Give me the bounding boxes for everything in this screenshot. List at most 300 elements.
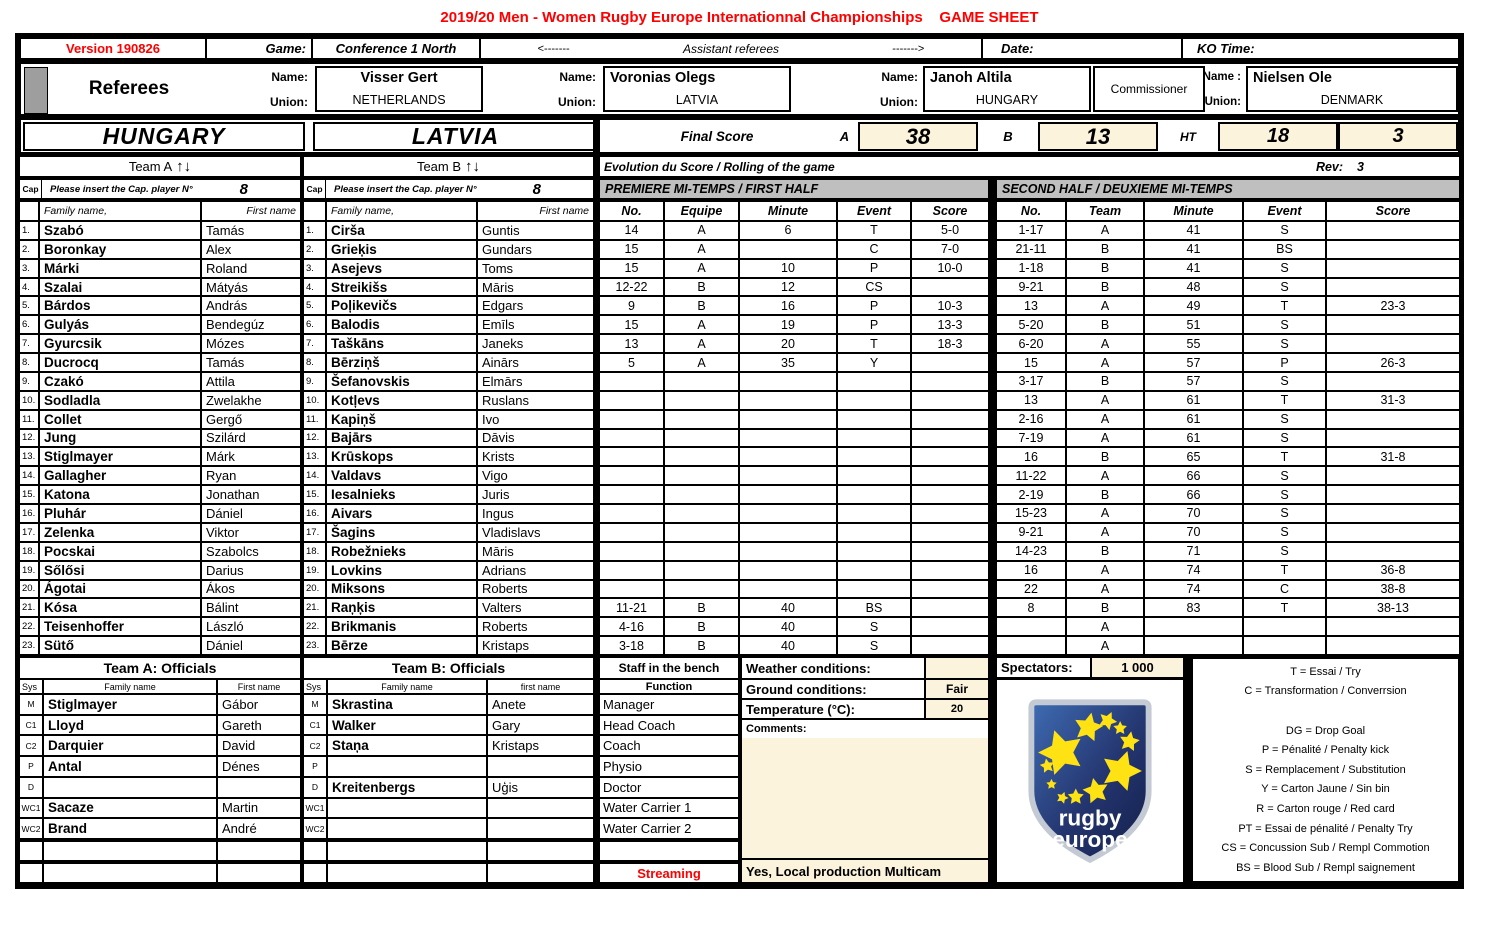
spectators-value: 1 000 [1090,658,1183,677]
player-number: 2. [304,241,325,258]
event-type: S [1244,279,1325,296]
weather-row [742,658,988,680]
event-player-no: 13 [997,297,1065,314]
page-title: 2019/20 Men - Women Rugby Europe Internationnal Championships GAME SHEET [440,8,1039,26]
player-family-name: Collet [40,411,200,428]
official-sys: P [20,757,42,776]
cap-text: Please insert the Cap. player N° [334,183,477,195]
player-family-name: Bárdos [40,297,200,314]
cap-b-value: 8 [532,180,541,198]
event-team: A [1067,524,1143,541]
event-type: CS [838,279,910,296]
col-event: Event [1244,202,1325,220]
event-player-no [600,430,663,447]
comments-label: Comments: [746,723,807,735]
event-player-no: 15 [997,354,1065,371]
player-number: 17. [304,524,325,541]
event-team: A [1067,467,1143,484]
legend-line: CS = Concussion Sub / Rempl Commotion [1221,842,1430,855]
function-name: Doctor [600,778,738,797]
player-family-name: Gallagher [40,467,200,484]
bottom-border [18,884,1461,889]
official-first-name [488,819,593,838]
player-first-name: László [202,618,300,635]
event-player-no [600,392,663,409]
event-type: S [1244,411,1325,428]
temperature-label: Temperature (°C): [746,701,855,717]
event-score: 36-8 [1327,562,1459,579]
event-minute: 74 [1145,562,1242,579]
official-sys: C2 [20,736,42,755]
assistant-referee-2-name: Janoh Altila [930,70,1012,87]
player-number: 22. [304,618,325,635]
empty-cell [20,864,42,882]
player-family-name: Sodladla [40,392,200,409]
player-number: 3. [20,260,38,277]
player-first-name: Juris [478,486,593,503]
spectators-block [995,656,1185,884]
player-number: 10. [20,392,38,409]
event-score: 7-0 [912,241,988,258]
player-first-name: Ruslans [478,392,593,409]
col-equipe: Equipe [665,202,738,220]
event-score: 38-8 [1327,581,1459,598]
event-type: P [838,316,910,333]
event-team [665,505,738,522]
player-number: 19. [304,562,325,579]
player-family-name: Szalai [40,279,200,296]
score-b-label: B [1003,129,1013,144]
official-sys: C1 [304,716,326,735]
event-score [912,599,988,616]
player-first-name: Tamás [202,354,300,371]
cap-label: Cap [304,180,326,198]
official-family-name: Staņa [328,736,486,755]
event-score [1327,524,1459,541]
legend-line: BS = Blood Sub / Rempl saignement [1236,861,1415,874]
player-family-name: Kósa [40,599,200,616]
event-score [1327,637,1459,654]
legend-line: T = Essai / Try [1290,665,1361,678]
team-a-officials-header: Team A: Officials [20,658,300,678]
player-number: 17. [20,524,38,541]
event-score [912,543,988,560]
ht-score-a: 18 [1218,122,1338,151]
player-number: 19. [20,562,38,579]
player-number: 15. [304,486,325,503]
player-number: 4. [304,279,325,296]
official-sys: D [20,778,42,797]
player-first-name: Ingus [478,505,593,522]
player-family-name: Ágotai [40,581,200,598]
event-player-no: 15 [600,241,663,258]
first-header: First name [218,680,300,693]
team-a-header [18,155,302,178]
official-family-name: Sacaze [44,799,216,818]
player-number: 3. [304,260,325,277]
event-player-no: 9 [600,297,663,314]
sort-arrows-icon: ↑↓ [465,158,481,175]
arrow-right: -------> [892,42,925,55]
event-score [912,430,988,447]
player-family-name: Czakó [40,373,200,390]
event-team: A [1067,392,1143,409]
event-team: A [1067,637,1143,654]
temperature-row [742,700,988,720]
event-player-no: 22 [997,581,1065,598]
player-number: 13. [20,448,38,465]
player-number: 15. [20,486,38,503]
event-player-no: 14-23 [997,543,1065,560]
player-family-name: Miksons [327,581,476,598]
weather-label: Weather conditions: [746,660,871,676]
player-first-name: Zwelakhe [202,392,300,409]
referee-union: NETHERLANDS [352,92,446,107]
spectators-row [997,658,1183,680]
empty-cell [488,864,593,882]
player-number: 10. [304,392,325,409]
player-family-name: Raņķis [327,599,476,616]
player-first-name: Tamás [202,222,300,239]
cap-band [18,178,1461,200]
player-number: 2. [20,241,38,258]
empty-cell [218,842,300,860]
player-number: 11. [304,411,325,428]
commissioner-box [1246,66,1458,112]
cap-a-value: 8 [239,180,248,198]
col-event: Event [838,202,910,220]
event-team: A [665,316,738,333]
player-family-name: Márki [40,260,200,277]
event-player-no: 14 [600,222,663,239]
name-label: Name: [559,69,596,84]
player-number: 18. [20,543,38,560]
event-type: S [1244,222,1325,239]
legend-line: PT = Essai de pénalité / Penalty Try [1238,822,1413,835]
player-first-name: Ákos [202,581,300,598]
official-family-name: Brand [44,819,216,838]
player-first-name: Dániel [202,505,300,522]
event-minute: 40 [740,637,836,654]
player-family-name: Aivars [327,505,476,522]
second-half-events-table [995,200,1461,656]
team-headers-band [18,155,1461,178]
assistant-referee-2-box [923,66,1091,112]
empty-cell [488,842,593,860]
player-first-name: Gundars [478,241,593,258]
event-minute: 57 [1145,354,1242,371]
referee-name: Visser Gert [360,70,438,87]
event-player-no [997,637,1065,654]
event-minute: 12 [740,279,836,296]
player-family-name: Ducrocq [40,354,200,371]
team-a-players-table [18,200,302,656]
player-number: 16. [20,505,38,522]
logo-text-line2: europe [1052,827,1128,853]
event-player-no: 5-20 [997,316,1065,333]
team-b-players-table [302,200,595,656]
event-team [665,562,738,579]
event-minute: 6 [740,222,836,239]
staff-header: Staff in the bench [600,658,738,678]
event-minute [740,505,836,522]
divider [988,178,995,884]
official-first-name: Dénes [218,757,300,776]
official-family-name: Stiglmayer [44,695,216,714]
corner-cell [20,202,38,220]
event-player-no: 1-18 [997,260,1065,277]
revision [1316,160,1364,174]
event-type: S [1244,543,1325,560]
player-number: 1. [304,222,325,239]
player-number: 9. [304,373,325,390]
player-family-name: Bērze [327,637,476,654]
event-player-no: 16 [997,448,1065,465]
sys-header: Sys [20,680,42,693]
event-team: B [1067,279,1143,296]
event-type [838,373,910,390]
event-player-no [600,373,663,390]
player-number: 5. [20,297,38,314]
event-team: B [1067,316,1143,333]
event-player-no: 15 [600,316,663,333]
player-first-name: Szilárd [202,430,300,447]
ko-time-label: KO Time: [1183,39,1458,58]
player-family-name: Zelenka [40,524,200,541]
team-b-header [302,155,595,178]
player-family-name: Iesalnieks [327,486,476,503]
player-family-name: Pluhár [40,505,200,522]
event-player-no: 2-19 [997,486,1065,503]
empty-row-staff [598,840,740,862]
event-team: A [1067,581,1143,598]
event-player-no: 5 [600,354,663,371]
event-minute: 83 [1145,599,1242,616]
legend-line [1193,701,1458,721]
official-first-name: Martin [218,799,300,818]
event-type [838,505,910,522]
player-first-name: Gergő [202,411,300,428]
event-minute [740,524,836,541]
event-player-no [600,524,663,541]
col-score: Score [912,202,988,220]
event-player-no: 21-11 [997,241,1065,258]
player-number: 23. [304,637,325,654]
col-minute: Minute [740,202,836,220]
event-score: 18-3 [912,335,988,352]
event-minute [740,543,836,560]
final-score-b: 13 [1038,122,1158,151]
event-minute: 71 [1145,543,1242,560]
event-minute [740,581,836,598]
event-team: A [1067,430,1143,447]
event-player-no [600,467,663,484]
event-type: T [838,335,910,352]
event-type [838,543,910,560]
assistant-referees-label: Assistant referees [682,41,780,56]
ht-score-b: 3 [1338,122,1458,151]
event-type: BS [1244,241,1325,258]
official-sys: M [304,695,326,714]
official-first-name: David [218,736,300,755]
event-player-no: 7-19 [997,430,1065,447]
event-minute [740,373,836,390]
event-type: T [1244,297,1325,314]
event-type: T [838,222,910,239]
official-first-name [218,778,300,797]
event-minute: 41 [1145,260,1242,277]
player-number: 6. [20,316,38,333]
official-sys: WC1 [20,799,42,818]
event-type: C [838,241,910,258]
event-team: A [665,241,738,258]
event-team: A [1067,297,1143,314]
event-type: S [1244,260,1325,277]
cap-text: Please insert the Cap. player N° [50,183,193,195]
rev-label: Rev: [1315,159,1344,174]
event-minute: 16 [740,297,836,314]
event-type: T [1244,562,1325,579]
event-type: Y [838,354,910,371]
gray-box [24,67,48,114]
event-score [1327,279,1459,296]
function-name: Physio [600,757,738,776]
event-score [912,448,988,465]
event-player-no: 9-21 [997,524,1065,541]
team-a-header-label: Team A [128,159,173,174]
event-type [838,486,910,503]
col-no: No. [997,202,1065,220]
event-type: T [1244,599,1325,616]
col-no: No. [600,202,663,220]
official-family-name: Skrastina [328,695,486,714]
event-type [838,392,910,409]
event-minute: 35 [740,354,836,371]
comments-area [742,738,988,858]
team-b-officials-header: Team B: Officials [304,658,593,678]
event-score [912,637,988,654]
event-player-no: 15 [600,260,663,277]
function-name: Water Carrier 2 [600,819,738,838]
player-family-name: Gulyás [40,316,200,333]
event-team [665,543,738,560]
player-number: 21. [304,599,325,616]
player-number: 4. [20,279,38,296]
team-b-name: LATVIA [313,122,598,151]
event-team: B [1067,599,1143,616]
event-type: S [1244,373,1325,390]
name-label: Name: [881,69,918,84]
official-family-name [328,819,486,838]
event-minute: 40 [740,599,836,616]
event-player-no [600,486,663,503]
player-first-name: Janeks [478,335,593,352]
second-half-title: SECOND HALF / DEUXIEME MI-TEMPS [995,178,1461,200]
weather-value [924,658,988,678]
event-team [665,581,738,598]
event-score [1327,505,1459,522]
event-score: 10-3 [912,297,988,314]
event-minute: 20 [740,335,836,352]
player-number: 11. [20,411,38,428]
player-number: 21. [20,599,38,616]
player-first-name: Edgars [478,297,593,314]
event-minute: 70 [1145,524,1242,541]
player-family-name: Kapiņš [327,411,476,428]
player-family-name: Balodis [327,316,476,333]
empty-cell [218,864,300,882]
col-minute: Minute [1145,202,1242,220]
event-player-no: 12-22 [600,279,663,296]
ground-label: Ground conditions: [746,681,867,697]
streaming-row-a [18,862,302,884]
player-first-name: Vladislavs [478,524,593,541]
empty-row-a [18,840,302,862]
player-family-name: Sőlősi [40,562,200,579]
official-family-name: Antal [44,757,216,776]
player-family-name: Szabó [40,222,200,239]
event-type: BS [838,599,910,616]
player-number: 6. [304,316,325,333]
official-first-name: Gareth [218,716,300,735]
official-sys: D [304,778,326,797]
player-number: 8. [20,354,38,371]
event-team: A [1067,618,1143,635]
event-team: B [1067,543,1143,560]
evolution-label: Evolution du Score / Rolling of the game [604,159,835,174]
event-player-no: 4-16 [600,618,663,635]
player-first-name: Dāvis [478,430,593,447]
event-score [1327,373,1459,390]
player-first-name: Guntis [478,222,593,239]
event-type: S [838,637,910,654]
union-label: Union: [880,94,918,109]
legend-block [1190,656,1461,884]
player-family-name: Šagins [327,524,476,541]
event-player-no [600,581,663,598]
event-type [838,562,910,579]
event-team: A [665,260,738,277]
ar1-name-union-labels [485,64,599,114]
referees-band [18,61,1461,117]
event-player-no: 3-17 [997,373,1065,390]
event-minute [740,411,836,428]
player-number: 22. [20,618,38,635]
cap-label: Cap [20,180,42,198]
official-first-name: Gábor [218,695,300,714]
streaming-value: Yes, Local production Multicam [742,858,988,882]
event-type: C [1244,581,1325,598]
player-family-name: Katona [40,486,200,503]
event-score: 31-8 [1327,448,1459,465]
player-first-name: Roland [202,260,300,277]
event-minute: 61 [1145,411,1242,428]
event-score [1327,335,1459,352]
player-family-name: Pocskai [40,543,200,560]
event-score [912,505,988,522]
corner-cell [304,202,325,220]
official-family-name [328,757,486,776]
event-minute [740,392,836,409]
event-minute [740,448,836,465]
player-number: 1. [20,222,38,239]
streaming-label: Streaming [600,864,738,882]
event-player-no: 11-21 [600,599,663,616]
event-team: B [1067,486,1143,503]
first-name-header: First name [478,202,593,220]
player-first-name: András [202,297,300,314]
player-first-name: Roberts [478,581,593,598]
